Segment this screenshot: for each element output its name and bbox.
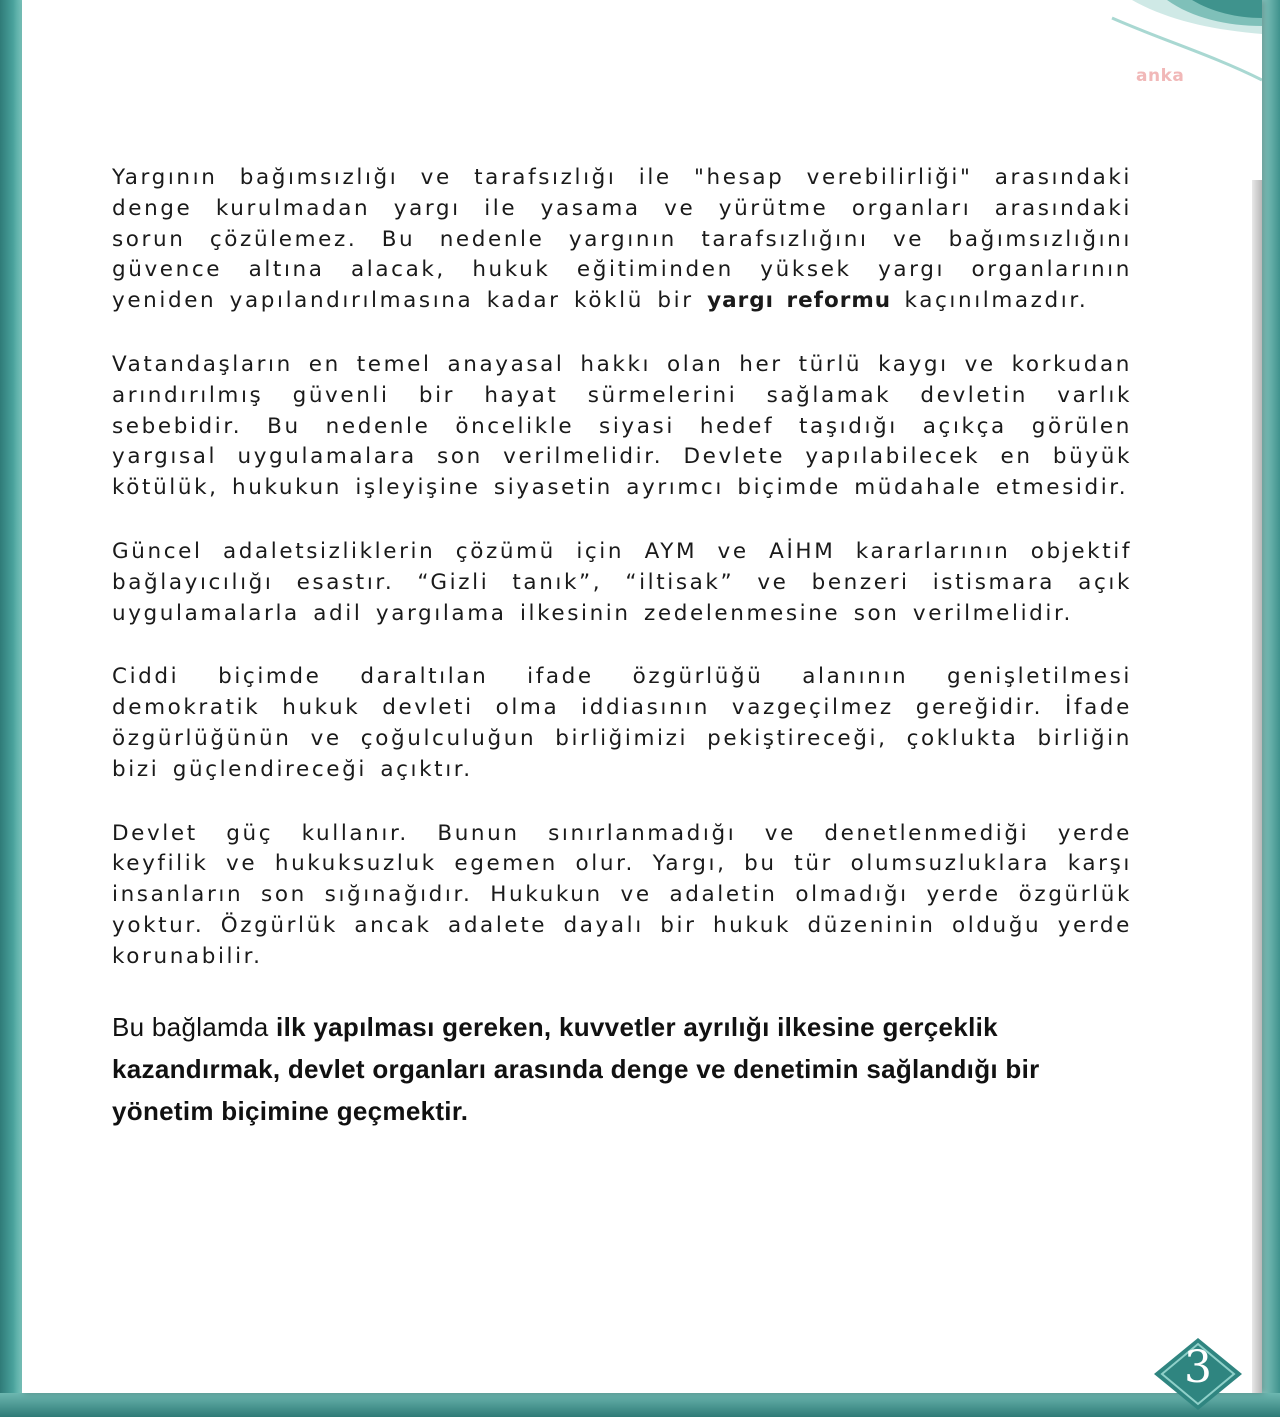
concluding-statement: Bu bağlamda ilk yapılması gereken, kuvvetler ayrılığı ilkesine gerçeklik kazandırmak, devlet organları arasında denge ve denetimin sağlandığı bir yönetim biçimine geçmektir. — [112, 1011, 1040, 1126]
page-edge-shadow — [1252, 180, 1262, 1393]
paragraph-5: Devlet güç kullanır. Bunun sınırlanmadığı ve denetlenmediği yerde keyfilik ve hukuksuzluk egemen olur. Yargı, bu tür olumsuzluklara karşı insanların son sığınağıdır. Hukukun ve adaletin olmadığı yerde özgürlük yoktur. Özgürlük ancak adalete dayalı bir hukuk düzeninin olduğu yerde korunabilir. — [112, 820, 1132, 969]
frame-bottom-border — [0, 1393, 1280, 1417]
body-text — [112, 163, 1132, 1132]
page-number: 3 — [1184, 1342, 1212, 1393]
paragraph-1: Yargının bağımsızlığı ve tarafsızlığı ile "hesap verebilirliği" arasındaki denge kurulmadan yargı ile yasama ve yürütme organları arasındaki sorun çözülemez. Bu nedenle yargının tarafsızlığını ve bağımsızlığını güvence altına alacak, hukuk eğitiminden yüksek yargı organlarının yeniden yapılandırılmasına kadar köklü bir yargı reformu kaçınılmazdır. — [112, 165, 1132, 314]
paragraph-2: Vatandaşların en temel anayasal hakkı olan her türlü kaygı ve korkudan arındırılmış güvenli bir hayat sürmelerini sağlamak devletin varlık sebebidir. Bu nedenle öncelikle siyasi hedef taşıdığı açıkça görülen yargısal uygulamalara son verilmelidir. Devlete yapılabilecek en büyük kötülük, hukukun işleyişine siyasetin ayrımcı biçimde müdahale etmesidir. — [112, 351, 1132, 501]
paragraph-3: Güncel adaletsizliklerin çözümü için AYM ve AİHM kararlarının objektif bağlayıcılığı esastır. “Gizli tanık”, “iltisak” ve benzeri istismara açık uygulamalarla adil yargılama ilkesinin zedelenmesine son verilmelidir. — [112, 538, 1132, 626]
watermark-logo: anka — [1136, 66, 1185, 86]
paragraph-4: Ciddi biçimde daraltılan ifade özgürlüğü alanının genişletilmesi demokratik hukuk devleti olma iddiasının vazgeçilmez gereğidir. İfade özgürlüğünün ve çoğulculuğun birliğimizi pekiştireceği, çoklukta birliğin bizi güçlendireceği açıktır. — [112, 664, 1132, 782]
frame-left-border — [0, 0, 22, 1417]
frame-right-border — [1262, 0, 1280, 1417]
